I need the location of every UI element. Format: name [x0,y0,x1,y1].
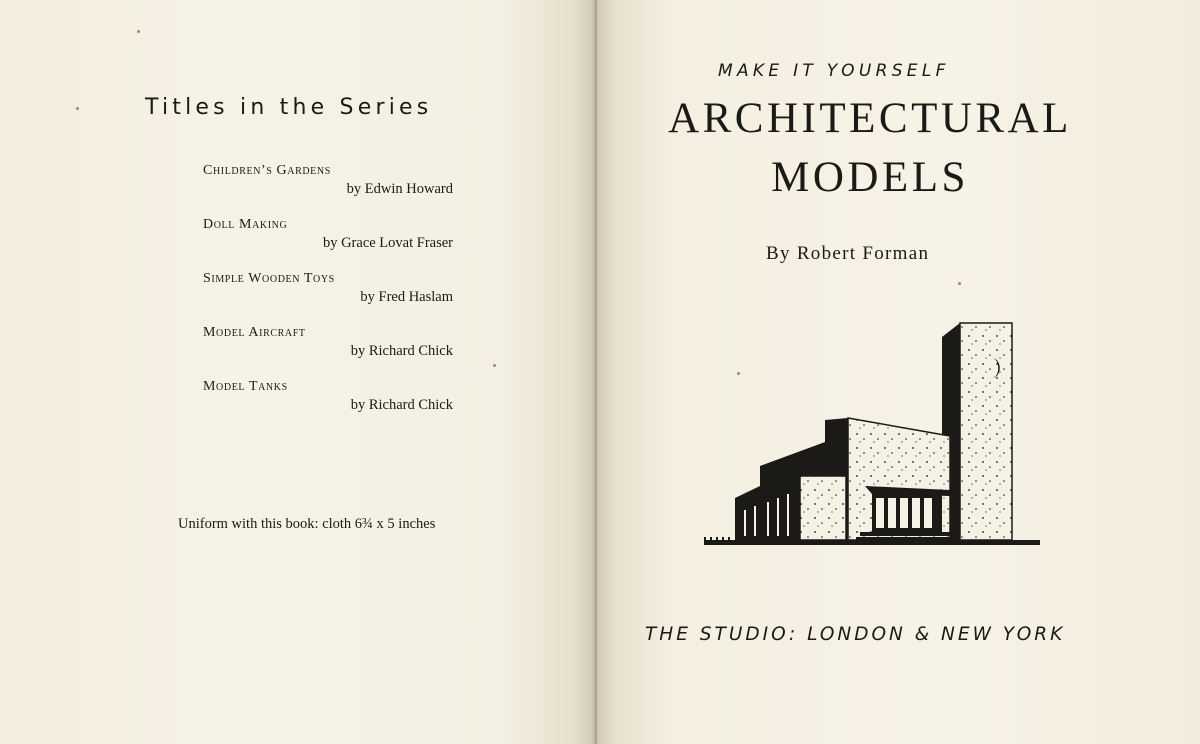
list-item [203,378,453,432]
list-item [203,324,453,378]
series-author: by Grace Lovat Fraser [322,235,453,251]
series-author: by Richard Chick [350,343,453,359]
paper-speck [493,364,496,367]
series-title: Simple Wooden Toys [203,271,335,286]
series-title: Model Aircraft [203,325,306,340]
list-item [203,216,453,270]
series-author: by Fred Haslam [360,289,453,305]
series-author: by Edwin Howard [346,181,453,197]
series-titles-list [203,162,453,432]
series-title: Doll Making [203,217,288,232]
series-title: Children’s Gardens [203,163,331,178]
publisher-imprint: THE STUDIO: LONDON & NEW YORK [645,624,1066,645]
list-item [203,270,453,324]
paper-speck [76,107,79,110]
book-title-line1: ARCHITECTURAL [668,95,1072,142]
series-heading: Titles in the Series [145,95,433,120]
paper-speck [137,30,140,33]
building-illustration [700,318,1045,558]
book-title-line2: MODELS [771,154,969,201]
paper-speck [958,282,961,285]
list-item [203,162,453,216]
series-title: Model Tanks [203,379,288,394]
series-author: by Richard Chick [350,397,453,413]
uniform-note: Uniform with this book: cloth 6¾ x 5 inches [178,516,436,532]
paper-speck [737,372,740,375]
series-kicker: MAKE IT YOURSELF [718,61,950,81]
left-page [0,0,597,744]
author-byline: By Robert Forman [766,243,930,264]
